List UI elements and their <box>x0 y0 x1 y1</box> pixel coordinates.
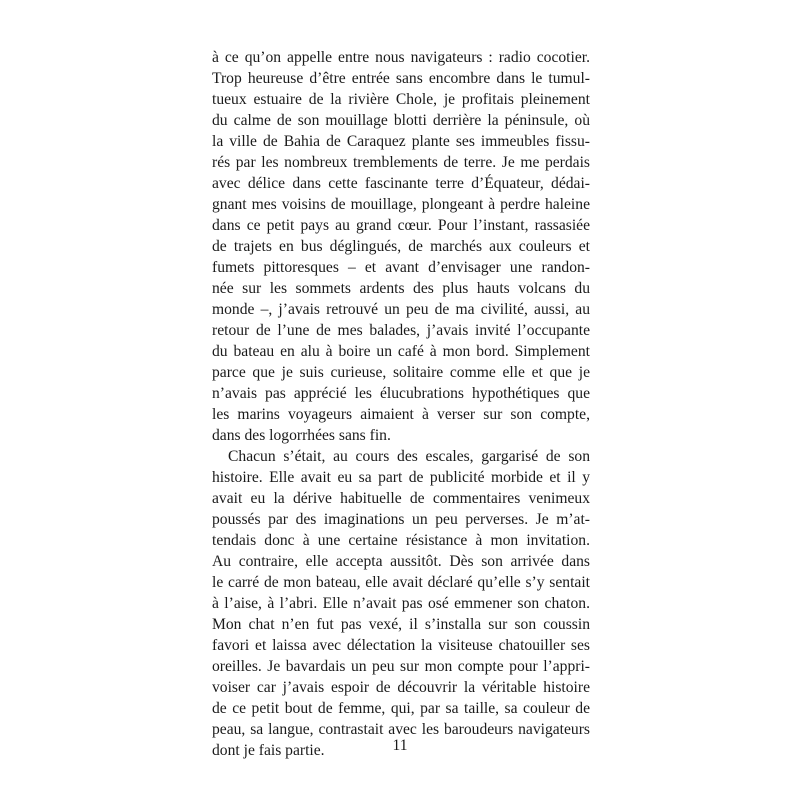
text-line: gnant mes voisins de mouillage, plongeant à perdre haleine <box>212 196 590 213</box>
text-line: retour de l’une de mes balades, j’avais invité l’occupante <box>212 322 590 339</box>
text-line: dans des logorrhées sans fin. <box>212 427 391 444</box>
text-line: avec délice dans cette fascinante terre d’Équateur, dédai- <box>212 175 590 192</box>
text-line: dont je fais partie. <box>212 742 325 759</box>
text-line: tendais donc à une certaine résistance à mon invitation. <box>212 532 590 549</box>
text-line: rés par les nombreux tremblements de terre. Je me perdais <box>212 154 590 171</box>
text-line: de ce petit bout de femme, qui, par sa taille, sa couleur de <box>212 700 590 717</box>
text-line: tueux estuaire de la rivière Chole, je profitais pleinement <box>212 91 590 108</box>
paragraph <box>212 47 590 446</box>
text-line: histoire. Elle avait eu sa part de publicité morbide et il y <box>212 469 590 486</box>
body-text <box>212 47 590 761</box>
text-line: voiser car j’avais espoir de découvrir la véritable histoire <box>212 679 590 696</box>
text-line: née sur les sommets ardents des plus hauts volcans du <box>212 280 590 297</box>
text-line: parce que je suis curieuse, solitaire comme elle et que je <box>212 364 590 381</box>
text-line: du bateau en alu à boire un café à mon bord. Simplement <box>212 343 590 360</box>
text-line: Au contraire, elle accepta aussitôt. Dès son arrivée dans <box>212 553 590 570</box>
page-number: 11 <box>392 737 408 754</box>
text-line: Mon chat n’en fut pas vexé, il s’installa sur son coussin <box>212 616 590 633</box>
text-line: monde –, j’avais retrouvé un peu de ma civilité, aussi, au <box>212 301 590 318</box>
text-line: poussés par des imaginations un peu perverses. Je m’at- <box>212 511 590 528</box>
text-line: dans ce petit pays au grand cœur. Pour l’instant, rassasiée <box>212 217 590 234</box>
text-line: les marins voyageurs aimaient à verser sur son compte, <box>212 406 590 423</box>
text-line: Chacun s’était, au cours des escales, gargarisé de son <box>228 448 590 465</box>
text-line: à l’aise, à l’abri. Elle n’avait pas osé emmener son chaton. <box>212 595 590 612</box>
text-line: avait eu la dérive habituelle de commentaires venimeux <box>212 490 590 507</box>
text-line: peau, sa langue, contrastait avec les baroudeurs navigateurs <box>212 721 590 738</box>
text-line: favori et laissa avec délectation la visiteuse chatouiller ses <box>212 637 590 654</box>
text-line: le carré de mon bateau, elle avait déclaré qu’elle s’y sentait <box>212 574 590 591</box>
text-line: la ville de Bahia de Caraquez plante ses immeubles fissu- <box>212 133 590 150</box>
text-line: Trop heureuse d’être entrée sans encombre dans le tumul- <box>212 70 590 87</box>
text-line: n’avais pas apprécié les élucubrations hypothétiques que <box>212 385 590 402</box>
text-line: de trajets en bus déglingués, de marchés aux couleurs et <box>212 238 590 255</box>
text-line: du calme de son mouillage blotti derrière la péninsule, où <box>212 112 590 129</box>
text-line: fumets pittoresques – et avant d’envisager une randon- <box>212 259 590 276</box>
paragraph <box>212 446 590 761</box>
text-line: à ce qu’on appelle entre nous navigateurs : radio cocotier. <box>212 49 590 66</box>
text-line: oreilles. Je bavardais un peu sur mon compte pour l’appri- <box>212 658 590 675</box>
